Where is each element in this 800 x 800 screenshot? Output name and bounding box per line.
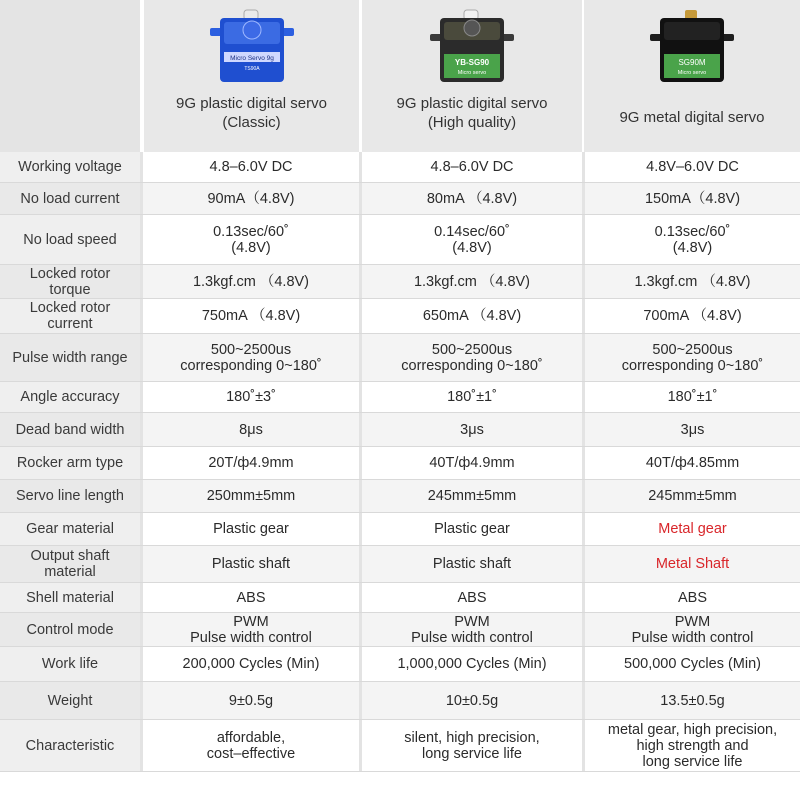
table-row xyxy=(0,613,800,647)
row-value: Plastic shaft xyxy=(140,546,359,582)
row-value: 13.5±0.5g xyxy=(582,682,800,719)
row-value: ABS xyxy=(582,583,800,612)
row-value: 8μs xyxy=(140,413,359,446)
row-value: Metal gear xyxy=(582,513,800,545)
row-value: 180˚±3˚ xyxy=(140,382,359,412)
column-title-sub: (Classic) xyxy=(222,114,281,131)
row-value: 500~2500us corresponding 0~180˚ xyxy=(140,334,359,381)
row-value: 250mm±5mm xyxy=(140,480,359,512)
table-header xyxy=(0,0,800,152)
header-column-classic xyxy=(144,0,359,152)
table-row xyxy=(0,583,800,613)
row-value: 500~2500us corresponding 0~180˚ xyxy=(582,334,800,381)
blue-servo-image xyxy=(204,8,300,86)
table-row xyxy=(0,682,800,720)
row-value: metal gear, high precision, high strength and long service life xyxy=(582,720,800,771)
row-value: Plastic gear xyxy=(140,513,359,545)
table-row xyxy=(0,183,800,215)
row-value: 40T/ф4.85mm xyxy=(582,447,800,479)
row-value: 40T/ф4.9mm xyxy=(359,447,582,479)
row-value: 9±0.5g xyxy=(140,682,359,719)
row-label: Shell material xyxy=(0,583,140,612)
table-row xyxy=(0,647,800,682)
row-value: 180˚±1˚ xyxy=(582,382,800,412)
row-value: ABS xyxy=(359,583,582,612)
row-label: Characteristic xyxy=(0,720,140,771)
row-value: 150mA（4.8V) xyxy=(582,183,800,214)
row-value: 0.14sec/60˚ (4.8V) xyxy=(359,215,582,264)
row-value: 3μs xyxy=(359,413,582,446)
row-value: 650mA （4.8V) xyxy=(359,299,582,333)
row-label: No load current xyxy=(0,183,140,214)
row-value: Metal Shaft xyxy=(582,546,800,582)
table-row xyxy=(0,265,800,299)
row-value: silent, high precision, long service life xyxy=(359,720,582,771)
servo-label-text: SG90M xyxy=(678,58,706,67)
row-value: PWM Pulse width control xyxy=(582,613,800,646)
column-title xyxy=(362,94,582,132)
table-row xyxy=(0,413,800,447)
row-value: 200,000 Cycles (Min) xyxy=(140,647,359,681)
row-value: Plastic shaft xyxy=(359,546,582,582)
table-row xyxy=(0,720,800,772)
table-row xyxy=(0,382,800,413)
column-title-sub: (High quality) xyxy=(427,114,517,131)
header-corner xyxy=(0,0,140,152)
black-green-servo-image xyxy=(424,8,520,86)
row-value: 700mA （4.8V) xyxy=(582,299,800,333)
row-value: 80mA （4.8V) xyxy=(359,183,582,214)
row-value: PWM Pulse width control xyxy=(140,613,359,646)
row-value: 4.8–6.0V DC xyxy=(140,152,359,182)
row-label: Working voltage xyxy=(0,152,140,182)
row-value: 750mA （4.8V) xyxy=(140,299,359,333)
row-label: Angle accuracy xyxy=(0,382,140,412)
row-label: Gear material xyxy=(0,513,140,545)
header-column-metal xyxy=(584,0,800,152)
row-value: 245mm±5mm xyxy=(582,480,800,512)
row-value: 500,000 Cycles (Min) xyxy=(582,647,800,681)
column-title-main: 9G metal digital servo xyxy=(619,109,765,126)
row-value: 20T/ф4.9mm xyxy=(140,447,359,479)
row-label: Output shaft material xyxy=(0,546,140,582)
servo-label-text: Micro Servo 9g xyxy=(229,55,274,62)
header-column-high-quality xyxy=(362,0,582,152)
row-value: 180˚±1˚ xyxy=(359,382,582,412)
table-row xyxy=(0,334,800,382)
row-value: 90mA（4.8V) xyxy=(140,183,359,214)
row-value: 1.3kgf.cm （4.8V) xyxy=(582,265,800,298)
black-metal-servo-image xyxy=(644,8,740,86)
row-value: 500~2500us corresponding 0~180˚ xyxy=(359,334,582,381)
table-row xyxy=(0,513,800,546)
table-row xyxy=(0,299,800,334)
row-value: 245mm±5mm xyxy=(359,480,582,512)
servo-label-text: YB-SG90 xyxy=(454,58,490,67)
row-value: ABS xyxy=(140,583,359,612)
table-row xyxy=(0,546,800,583)
servo-code-text: Micro servo xyxy=(457,70,487,76)
row-value: Plastic gear xyxy=(359,513,582,545)
row-label: Rocker arm type xyxy=(0,447,140,479)
row-label: Control mode xyxy=(0,613,140,646)
row-label: Locked rotor torque xyxy=(0,265,140,298)
column-title xyxy=(584,108,800,127)
row-label: Locked rotor current xyxy=(0,299,140,333)
row-value: 0.13sec/60˚ (4.8V) xyxy=(582,215,800,264)
table-row xyxy=(0,447,800,480)
column-title-main: 9G plastic digital servo xyxy=(176,95,327,112)
table-row xyxy=(0,152,800,183)
table-row xyxy=(0,480,800,513)
row-label: Pulse width range xyxy=(0,334,140,381)
row-value: 1,000,000 Cycles (Min) xyxy=(359,647,582,681)
row-value: 4.8V–6.0V DC xyxy=(582,152,800,182)
row-value: 1.3kgf.cm （4.8V) xyxy=(359,265,582,298)
row-label: Dead band width xyxy=(0,413,140,446)
column-title xyxy=(144,94,359,132)
row-value: 10±0.5g xyxy=(359,682,582,719)
row-label: Weight xyxy=(0,682,140,719)
servo-code-text: Micro servo xyxy=(677,70,707,76)
servo-code-text: TS90A xyxy=(243,66,260,72)
row-value: 1.3kgf.cm （4.8V) xyxy=(140,265,359,298)
row-value: PWM Pulse width control xyxy=(359,613,582,646)
row-value: affordable, cost–effective xyxy=(140,720,359,771)
table-row xyxy=(0,215,800,265)
column-title-main: 9G plastic digital servo xyxy=(396,95,548,112)
row-label: No load speed xyxy=(0,215,140,264)
row-label: Work life xyxy=(0,647,140,681)
row-value: 0.13sec/60˚ (4.8V) xyxy=(140,215,359,264)
row-label: Servo line length xyxy=(0,480,140,512)
row-value: 4.8–6.0V DC xyxy=(359,152,582,182)
spec-rows xyxy=(0,152,800,772)
row-value: 3μs xyxy=(582,413,800,446)
